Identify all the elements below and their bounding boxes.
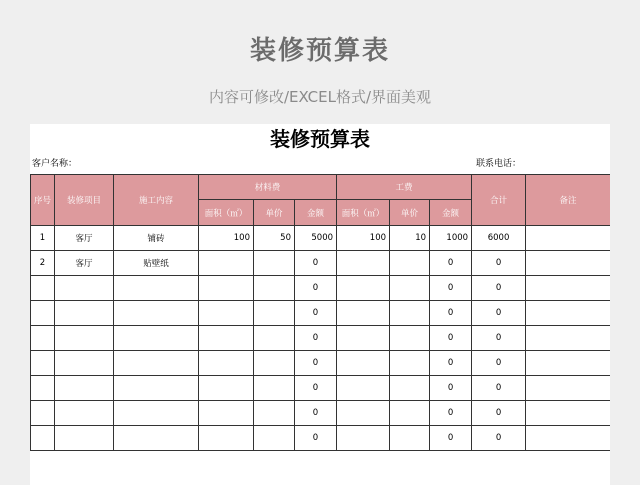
- cell-item[interactable]: [55, 351, 114, 376]
- header-material-unit-price: 单价: [254, 200, 295, 226]
- cell-seq[interactable]: [31, 326, 55, 351]
- cell-material-amount[interactable]: 5000: [295, 226, 337, 251]
- banner-subtitle: 内容可修改/EXCEL格式/界面美观: [208, 88, 432, 106]
- cell-content[interactable]: [114, 351, 199, 376]
- cell-material-area[interactable]: 100: [199, 226, 254, 251]
- cell-material-amount[interactable]: 0: [295, 276, 337, 301]
- cell-item[interactable]: [55, 276, 114, 301]
- cell-item[interactable]: 客厅: [55, 226, 114, 251]
- header-material-group: 材料费: [199, 175, 337, 200]
- cell-material-unit-price[interactable]: [254, 301, 295, 326]
- cell-seq[interactable]: 2: [31, 251, 55, 276]
- table-row: [31, 401, 611, 426]
- spreadsheet-preview: [30, 124, 610, 485]
- header-remarks: 备注: [526, 175, 610, 226]
- header-item: 装修项目: [55, 175, 114, 226]
- table-row: [31, 426, 611, 451]
- table-body: [31, 226, 611, 451]
- cell-labor-unit-price[interactable]: [390, 301, 430, 326]
- header-labor-unit-price: 单价: [390, 200, 430, 226]
- header-labor-group: 工费: [337, 175, 472, 200]
- cell-labor-amount[interactable]: 0: [430, 326, 472, 351]
- budget-table: [30, 174, 610, 451]
- cell-material-area[interactable]: [199, 301, 254, 326]
- cell-total[interactable]: 0: [472, 401, 526, 426]
- cell-material-area[interactable]: [199, 376, 254, 401]
- table-row: [31, 276, 611, 301]
- cell-content[interactable]: [114, 326, 199, 351]
- cell-seq[interactable]: [31, 376, 55, 401]
- cell-item[interactable]: [55, 326, 114, 351]
- cell-labor-area[interactable]: [337, 401, 390, 426]
- cell-material-area[interactable]: [199, 351, 254, 376]
- cell-labor-amount[interactable]: 0: [430, 301, 472, 326]
- cell-labor-area[interactable]: [337, 276, 390, 301]
- cell-content[interactable]: [114, 401, 199, 426]
- cell-labor-area[interactable]: [337, 251, 390, 276]
- header-labor-amount: 金额: [430, 200, 472, 226]
- table-row: [31, 376, 611, 401]
- cell-remarks[interactable]: [526, 426, 610, 451]
- cell-seq[interactable]: [31, 426, 55, 451]
- cell-total[interactable]: 0: [472, 376, 526, 401]
- table-header: [31, 175, 611, 226]
- cell-item[interactable]: [55, 376, 114, 401]
- table-row: [31, 301, 611, 326]
- cell-labor-unit-price[interactable]: [390, 326, 430, 351]
- cell-material-unit-price[interactable]: [254, 401, 295, 426]
- header-seq: 序号: [31, 175, 55, 226]
- cell-labor-area[interactable]: [337, 351, 390, 376]
- cell-material-unit-price[interactable]: [254, 426, 295, 451]
- table-row: [31, 351, 611, 376]
- cell-material-unit-price[interactable]: 50: [254, 226, 295, 251]
- cell-material-unit-price[interactable]: [254, 326, 295, 351]
- cell-material-unit-price[interactable]: [254, 376, 295, 401]
- table-row: [31, 326, 611, 351]
- cell-labor-amount[interactable]: 0: [430, 376, 472, 401]
- cell-material-amount[interactable]: 0: [295, 326, 337, 351]
- cell-content[interactable]: [114, 376, 199, 401]
- cell-material-amount[interactable]: 0: [295, 301, 337, 326]
- cell-material-unit-price[interactable]: [254, 251, 295, 276]
- customer-name-label: 客户名称：: [32, 159, 78, 169]
- cell-labor-unit-price[interactable]: [390, 376, 430, 401]
- cell-content[interactable]: [114, 301, 199, 326]
- cell-seq[interactable]: [31, 276, 55, 301]
- header-content: 施工内容: [114, 175, 199, 226]
- banner-title: 装修预算表: [249, 36, 390, 66]
- cell-material-area[interactable]: [199, 426, 254, 451]
- cell-labor-unit-price[interactable]: [390, 401, 430, 426]
- header-material-amount: 金额: [295, 200, 337, 226]
- cell-total[interactable]: 0: [472, 426, 526, 451]
- cell-labor-amount[interactable]: 0: [430, 426, 472, 451]
- cell-total[interactable]: 0: [472, 351, 526, 376]
- cell-remarks[interactable]: [526, 326, 610, 351]
- cell-material-area[interactable]: [199, 401, 254, 426]
- table-row: [31, 226, 611, 251]
- cell-material-amount[interactable]: 0: [295, 251, 337, 276]
- cell-seq[interactable]: [31, 351, 55, 376]
- cell-labor-area[interactable]: 100: [337, 226, 390, 251]
- cell-remarks[interactable]: [526, 301, 610, 326]
- cell-remarks[interactable]: [526, 401, 610, 426]
- cell-remarks[interactable]: [526, 276, 610, 301]
- cell-labor-area[interactable]: [337, 301, 390, 326]
- cell-total[interactable]: 0: [472, 251, 526, 276]
- header-labor-area: 面积（㎡）: [337, 200, 390, 226]
- cell-item[interactable]: [55, 426, 114, 451]
- cell-labor-amount[interactable]: 0: [430, 276, 472, 301]
- cell-material-area[interactable]: [199, 326, 254, 351]
- cell-labor-unit-price[interactable]: [390, 351, 430, 376]
- cell-item[interactable]: [55, 301, 114, 326]
- cell-item[interactable]: 客厅: [55, 251, 114, 276]
- cell-labor-amount[interactable]: 0: [430, 351, 472, 376]
- cell-content[interactable]: 铺砖: [114, 226, 199, 251]
- cell-labor-unit-price[interactable]: [390, 426, 430, 451]
- cell-seq[interactable]: [31, 301, 55, 326]
- sheet-title: 装修预算表: [270, 127, 370, 151]
- cell-content[interactable]: 贴壁纸: [114, 251, 199, 276]
- cell-material-unit-price[interactable]: [254, 276, 295, 301]
- cell-labor-unit-price[interactable]: [390, 251, 430, 276]
- cell-labor-amount[interactable]: 0: [430, 251, 472, 276]
- cell-item[interactable]: [55, 401, 114, 426]
- cell-material-amount[interactable]: 0: [295, 401, 337, 426]
- cell-labor-unit-price[interactable]: [390, 276, 430, 301]
- cell-remarks[interactable]: [526, 376, 610, 401]
- cell-material-amount[interactable]: 0: [295, 426, 337, 451]
- cell-remarks[interactable]: [526, 351, 610, 376]
- cell-labor-unit-price[interactable]: 10: [390, 226, 430, 251]
- cell-labor-area[interactable]: [337, 426, 390, 451]
- cell-material-amount[interactable]: 0: [295, 351, 337, 376]
- cell-material-area[interactable]: [199, 276, 254, 301]
- cell-content[interactable]: [114, 276, 199, 301]
- header-material-area: 面积（㎡）: [199, 200, 254, 226]
- header-total: 合计: [472, 175, 526, 226]
- cell-seq[interactable]: [31, 401, 55, 426]
- cell-labor-amount[interactable]: 0: [430, 401, 472, 426]
- cell-labor-area[interactable]: [337, 326, 390, 351]
- cell-material-unit-price[interactable]: [254, 351, 295, 376]
- cell-remarks[interactable]: [526, 226, 610, 251]
- cell-material-amount[interactable]: 0: [295, 376, 337, 401]
- cell-remarks[interactable]: [526, 251, 610, 276]
- cell-total[interactable]: 6000: [472, 226, 526, 251]
- contact-phone-label: 联系电话：: [476, 159, 522, 169]
- cell-total[interactable]: 0: [472, 326, 526, 351]
- cell-seq[interactable]: 1: [31, 226, 55, 251]
- cell-total[interactable]: 0: [472, 276, 526, 301]
- cell-material-area[interactable]: [199, 251, 254, 276]
- cell-labor-area[interactable]: [337, 376, 390, 401]
- table-row: [31, 251, 611, 276]
- cell-content[interactable]: [114, 426, 199, 451]
- cell-total[interactable]: 0: [472, 301, 526, 326]
- cell-labor-amount[interactable]: 1000: [430, 226, 472, 251]
